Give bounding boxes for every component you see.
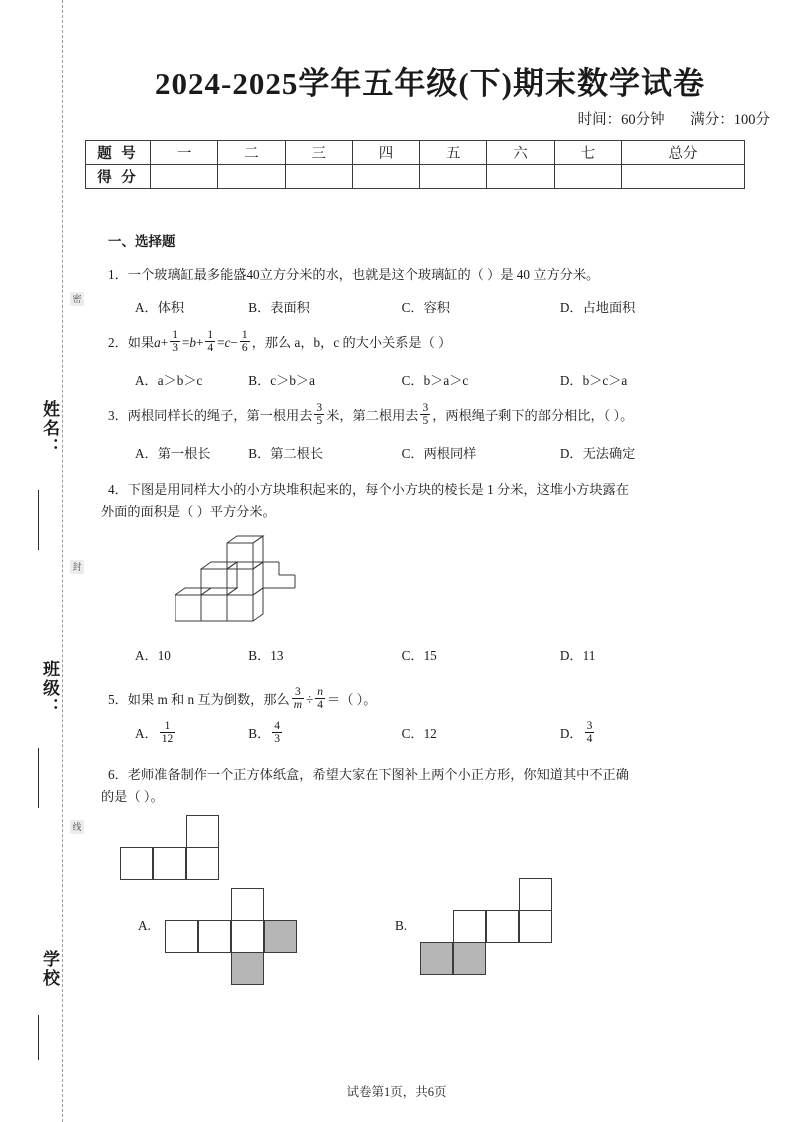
question-3-number: 3．: [108, 407, 128, 423]
option-c[interactable]: C．b＞a＞c: [401, 373, 469, 388]
net-square: [186, 815, 219, 848]
net-square: [165, 920, 198, 953]
option-d[interactable]: D．占地面积: [559, 300, 636, 315]
fraction-n-over-four: $\frac{n}{4}$: [317, 685, 324, 711]
option-c[interactable]: C．12: [401, 725, 437, 741]
table-row: [86, 141, 745, 165]
seal-mark-2: 封: [70, 560, 84, 574]
question-3-text-post: ，两根绳子剩下的部分相比，（ ）。: [432, 407, 634, 423]
option-d[interactable]: D．无法确定: [559, 446, 636, 461]
score-col-7: 七: [554, 141, 621, 165]
question-6: [108, 765, 758, 785]
question-2-number: 2．: [108, 334, 128, 350]
question-1-number: 1．: [108, 267, 128, 282]
question-6-line2: 的是（ ）。: [101, 789, 164, 804]
score-cell[interactable]: [621, 165, 744, 189]
cube-stack-figure: [175, 535, 345, 640]
side-label-column: [22, 0, 82, 1122]
score-col-5: 五: [420, 141, 487, 165]
question-6-line1: 老师准备制作一个正方体纸盒，希望大家在下图补上两个小正方形，你知道其中不正确: [127, 767, 629, 782]
side-rule-1: [38, 490, 39, 550]
question-2-text-post: ，那么 a，b，c 的大小关系是（ ）: [251, 334, 452, 350]
question-2-expression: a+ $\frac{1}{3}$ =b+ $\frac{1}{4}$ =c− $\frac{1}{6}$: [154, 328, 248, 354]
question-4-options: [135, 645, 775, 664]
score-table-row-label-1: 题 号: [86, 141, 151, 165]
table-row: [86, 165, 745, 189]
net-square-shaded: [453, 942, 486, 975]
page-title: 2024-2025学年五年级(下)期末数学试卷: [155, 66, 705, 101]
question-3-options: [135, 443, 775, 462]
option-d[interactable]: D．b＞c＞a: [559, 373, 628, 388]
side-label-name: 姓名：: [40, 400, 59, 457]
net-square: [153, 847, 186, 880]
net-square-shaded: [264, 920, 297, 953]
score-cell[interactable]: [554, 165, 621, 189]
option-b[interactable]: B． $\frac{4}{3}$: [248, 719, 281, 745]
time-label: 时间：60分钟: [577, 112, 665, 128]
net-square: [519, 910, 552, 943]
option-a[interactable]: A．体积: [135, 300, 185, 315]
net-square-shaded: [231, 952, 264, 985]
question-1-text: 一个玻璃缸最多能盛40立方分米的水，也就是这个玻璃缸的（ ）是 40 立方分米。: [127, 267, 600, 282]
question-3-text-mid: 米，第二根用去: [326, 407, 419, 423]
option-d[interactable]: D．11: [559, 648, 596, 663]
margin-dashed-line: [62, 0, 63, 1122]
option-a-net-figure[interactable]: [165, 888, 325, 968]
option-b[interactable]: B．表面积: [248, 300, 310, 315]
score-table-row-label-2: 得 分: [86, 165, 151, 189]
option-a-label[interactable]: A.: [138, 918, 151, 933]
page-footer: 试卷第1页，共6页: [346, 1085, 447, 1099]
question-6-number: 6．: [108, 767, 128, 782]
question-5: 5．如果 m 和 n 互为倒数，那么 $\frac{3}{m}$ ÷ $\frac{n}{4}$ ＝（ ）。: [108, 685, 377, 711]
question-4-line1: 下图是用同样大小的小方块堆积起来的，每个小方块的棱长是 1 分米，这堆小方块露在: [127, 482, 629, 497]
option-a[interactable]: A．第一根长: [135, 446, 211, 461]
option-c[interactable]: C．15: [401, 648, 437, 663]
side-label-class: 班级：: [40, 660, 59, 717]
score-col-3: 三: [285, 141, 352, 165]
net-square: [186, 847, 219, 880]
side-rule-2: [38, 748, 39, 808]
fraction-three-fifths: $\frac{3}{5}$: [316, 401, 323, 427]
question-2-text-pre: 如果: [127, 334, 155, 350]
net-square: [453, 910, 486, 943]
side-rule-3: [38, 1015, 39, 1060]
fraction-three-fifths-2: $\frac{3}{5}$: [422, 401, 429, 427]
given-net-figure: [120, 815, 320, 885]
score-col-6: 六: [487, 141, 554, 165]
score-cell[interactable]: [285, 165, 352, 189]
question-4-line2: 外面的面积是（ ）平方分米。: [101, 504, 276, 519]
option-d[interactable]: D． $\frac{3}{4}$: [559, 719, 593, 745]
question-5-text-post: ＝（ ）。: [327, 691, 377, 707]
option-a[interactable]: A．10: [135, 648, 171, 663]
option-c[interactable]: C．两根同样: [401, 446, 477, 461]
question-4: [108, 480, 758, 500]
score-cell[interactable]: [420, 165, 487, 189]
option-b[interactable]: B．13: [248, 648, 284, 663]
score-table: [85, 140, 745, 189]
question-3: [108, 401, 758, 429]
net-square: [120, 847, 153, 880]
score-col-4: 四: [352, 141, 419, 165]
score-col-1: 一: [151, 141, 218, 165]
question-4-line2-wrap: [101, 502, 751, 522]
fraction-three-quarters: $\frac{3}{4}$: [586, 719, 593, 745]
side-label-school: 学校: [40, 950, 59, 988]
question-1-options: [135, 297, 775, 316]
seal-mark-3: 线: [70, 820, 84, 834]
net-square: [198, 920, 231, 953]
question-6-line2-wrap: [101, 787, 751, 807]
score-cell[interactable]: [151, 165, 218, 189]
section-title-choice: 一、选择题: [108, 234, 176, 249]
question-2-options: [135, 370, 775, 389]
seal-mark-1: 密: [70, 292, 84, 306]
net-square: [519, 878, 552, 911]
score-col-2: 二: [218, 141, 285, 165]
fraction-one-twelfth: $\frac{1}{12}$: [161, 719, 174, 745]
exam-meta: [556, 108, 770, 129]
net-square: [231, 888, 264, 921]
question-1: [108, 265, 758, 285]
score-cell[interactable]: [352, 165, 419, 189]
net-square-shaded: [420, 942, 453, 975]
score-col-total: 总分: [621, 141, 744, 165]
question-2: [108, 328, 758, 356]
fraction-three-over-m: $\frac{3}{m}$: [293, 685, 303, 711]
fraction-four-thirds: $\frac{4}{3}$: [274, 719, 281, 745]
option-b[interactable]: B．c＞b＞a: [248, 373, 315, 388]
option-b[interactable]: B．第二根长: [248, 446, 324, 461]
question-3-text-pre: 两根同样长的绳子，第一根用去: [127, 407, 313, 423]
score-cell[interactable]: [218, 165, 285, 189]
option-c[interactable]: C．容积: [401, 300, 450, 315]
net-square: [231, 920, 264, 953]
score-cell[interactable]: [487, 165, 554, 189]
option-b-label[interactable]: B.: [395, 918, 408, 933]
net-square: [486, 910, 519, 943]
question-4-number: 4．: [108, 482, 128, 497]
option-a[interactable]: A． $\frac{1}{12}$: [135, 719, 174, 745]
question-5-options: [135, 719, 775, 747]
option-b-net-figure[interactable]: [420, 878, 620, 978]
total-score-label: 满分：100分: [690, 112, 770, 128]
question-5-number: 5．: [108, 691, 128, 707]
option-a[interactable]: A．a＞b＞c: [135, 373, 203, 388]
question-5-text-pre: 如果 m 和 n 互为倒数，那么: [127, 691, 290, 707]
